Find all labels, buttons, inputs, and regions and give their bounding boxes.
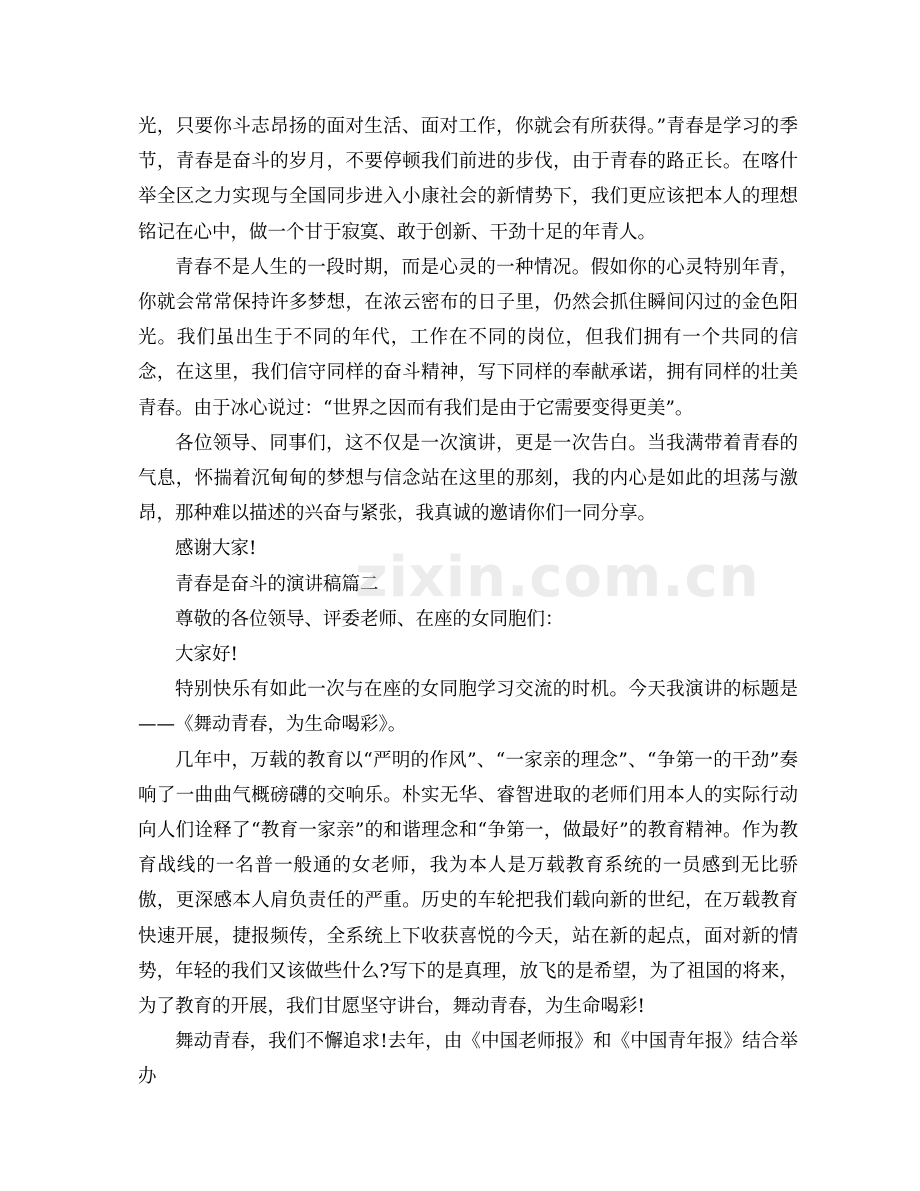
paragraph-greeting: 大家好! — [175, 644, 238, 666]
paragraph-thanks: 感谢大家! — [175, 538, 257, 560]
paragraph-salutation: 尊敬的各位领导、评委老师、在座的女同胞们： — [175, 608, 564, 630]
paragraph-continuation: 光，只要你斗志昂扬的面对生活、面对工作，你就会有所获得。”青春是学习的季节，青春是奋斗的岁月，不要停顿我们前进的步伐，由于青春的路正长。在喀什举全区之力实现与全国同步进入小康社会的新情势下，我们更应该把本人的理想铭记在心中，做一个甘于寂寞、敢于创新、干劲十足的年青人。 — [138, 116, 798, 243]
document-body — [138, 109, 798, 1095]
paragraph-topic: 特别快乐有如此一次与在座的女同胞学习交流的时机。今天我演讲的标题是——《舞动青春，为生命喝彩》。 — [138, 679, 798, 736]
section-heading: 青春是奋斗的演讲稿篇二 — [175, 573, 379, 595]
paragraph-education: 几年中，万载的教育以“严明的作风”、“一家亲的理念”、“争第一的干劲”奏响了一曲曲气概磅礴的交响乐。朴实无华、睿智进取的老师们用本人的实际行动向人们诠释了“教育一家亲”的和谐理念和“争第一，做最好”的教育精神。作为教育战线的一名普一般通的女老师，我为本人是万载教育系统的一员感到无比骄傲，更深感本人肩负责任的严重。历史的车轮把我们载向新的世纪，在万载教育快速开展，捷报频传，全系统上下收获喜悦的今天，站在新的起点，面对新的情势，年轻的我们又该做些什么?写下的是真理，放飞的是希望，为了祖国的将来，为了教育的开展，我们甘愿坚守讲台，舞动青春，为生命喝彩! — [138, 749, 798, 1018]
paragraph-pursuit: 舞动青春，我们不懈追求!去年，由《中国老师报》和《中国青年报》结合举办 — [138, 1031, 798, 1088]
paragraph-youth-mind: 青春不是人生的一段时期，而是心灵的一种情况。假如你的心灵特别年青，你就会常常保持许多梦想，在浓云密布的日子里，仍然会抓住瞬间闪过的金色阳光。我们虽出生于不同的年代，工作在不同的岗位，但我们拥有一个共同的信念，在这里，我们信守同样的奋斗精神，写下同样的奉献承诺，拥有同样的壮美青春。由于冰心说过：“世界之因而有我们是由于它需要变得更美”。 — [138, 256, 798, 419]
watermark-logo: zixin.com.cn — [355, 545, 760, 610]
paragraph-confession: 各位领导、同事们，这不仅是一次演讲，更是一次告白。当我满带着青春的气息，怀揣着沉甸甸的梦想与信念站在这里的那刻，我的内心是如此的坦荡与激昂，那种难以描述的兴奋与紧张，我真诚的邀请你们一同分享。 — [138, 432, 798, 525]
